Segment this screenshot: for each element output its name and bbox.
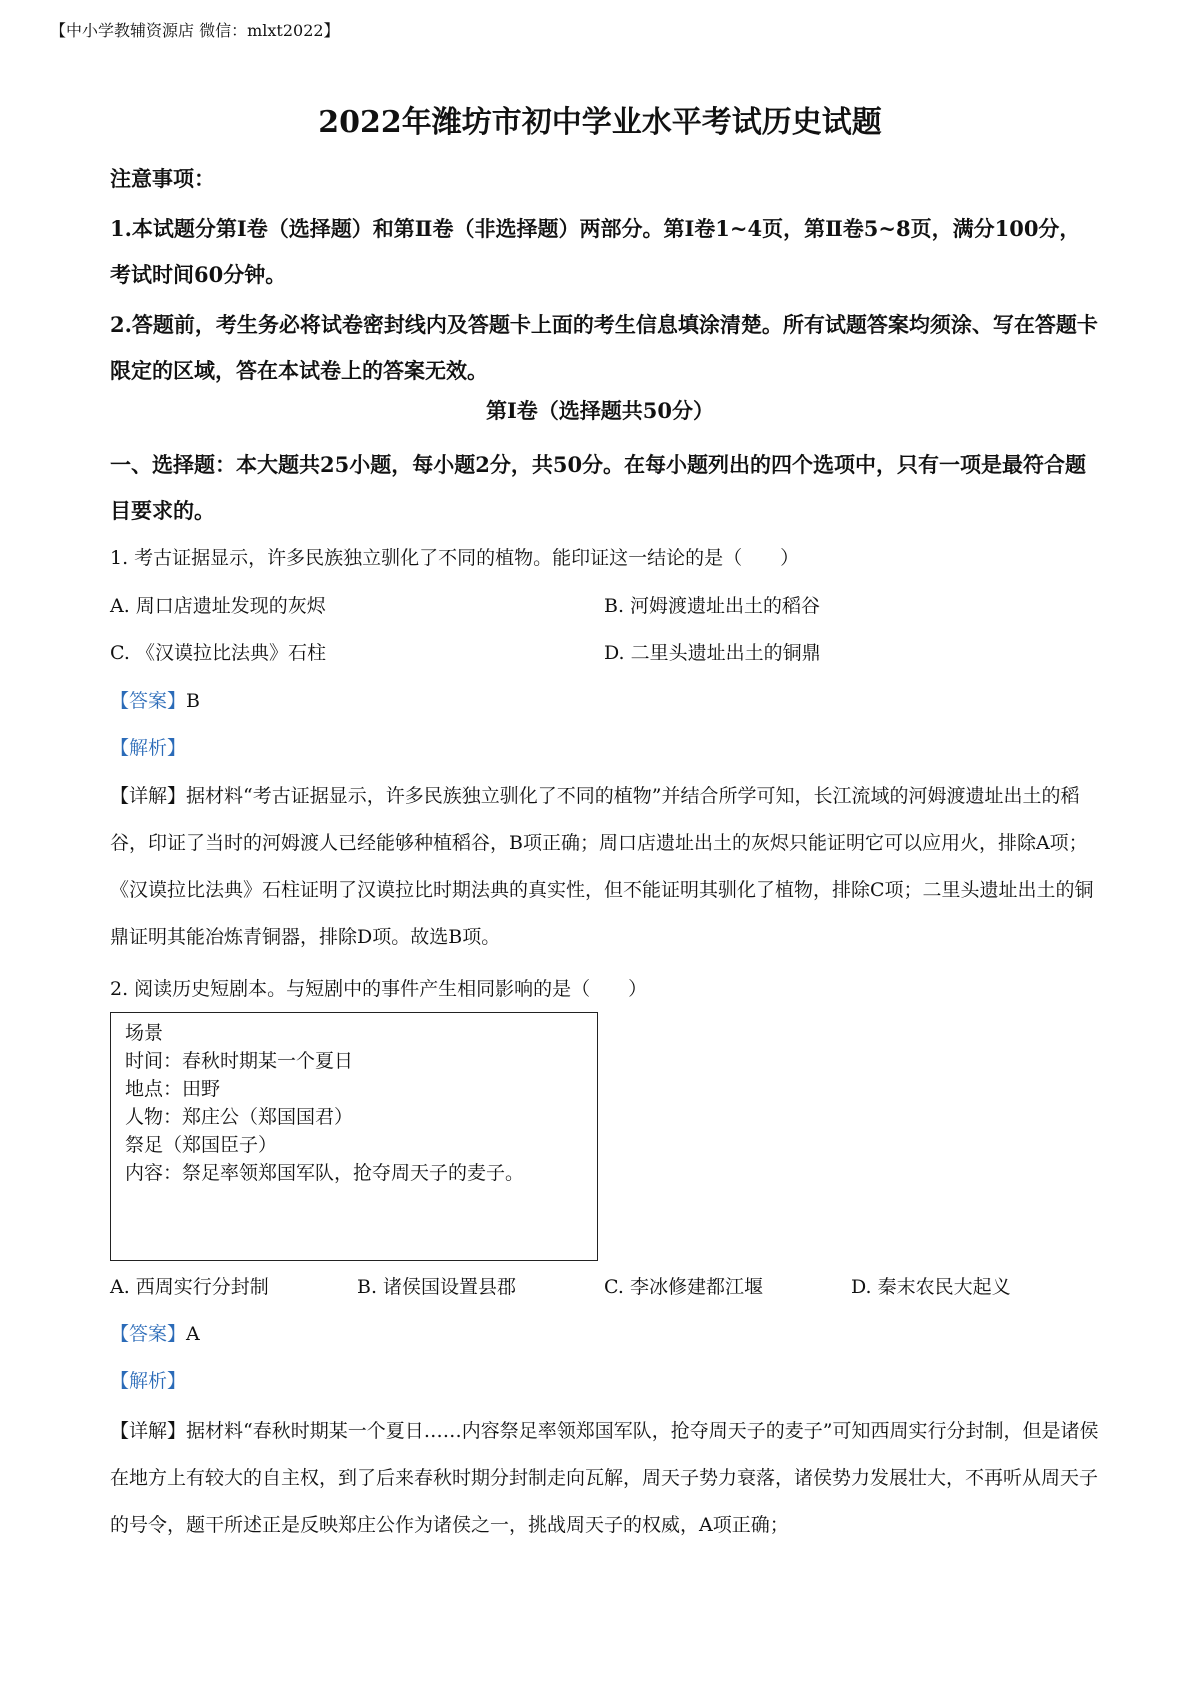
question-2-stem: 2. 阅读历史短剧本。与短剧中的事件产生相同影响的是（ ） [110,978,648,1000]
question-1-option-c: C. 《汉谟拉比法典》石柱 [110,642,326,664]
note-item-1: 1.本试题分第Ⅰ卷（选择题）和第Ⅱ卷（非选择题）两部分。第Ⅰ卷1~4页，第Ⅱ卷5~8页，满分100分，考试时间60分钟。 [110,216,1081,287]
question-1-detail [110,773,1100,961]
script-scene-box [110,1012,598,1261]
page-title: 2022年潍坊市初中学业水平考试历史试题 [318,105,882,140]
question-2-detail [110,1408,1100,1549]
notes-heading: 注意事项： [110,166,215,191]
scene-line-1: 场景 [125,1022,164,1044]
question-1-option-d: D. 二里头遗址出土的铜鼎 [604,642,821,664]
detail-text: 据材料“春秋时期某一个夏日……内容祭足率领郑国军队，抢夺周天子的麦子”可知西周实行分封制，但是诸侯在地方上有较大的自主权，到了后来春秋时期分封制走向瓦解，周天子势力衰落，诸侯势力发展壮大，不再听从周天子的号令，题干所述正是反映郑庄公作为诸侯之一，挑战周天子的权威，A项正确； [110,1420,1099,1536]
question-2-option-b: B. 诸侯国设置县郡 [357,1276,517,1298]
question-1-stem: 1. 考古证据显示，许多民族独立驯化了不同的植物。能印证这一结论的是（ ） [110,547,800,569]
question-2-answer [110,1319,200,1349]
question-1-analysis-heading [110,733,186,763]
answer-value: A [186,1323,200,1345]
detail-text: 据材料“考古证据显示，许多民族独立驯化了不同的植物”并结合所学可知，长江流域的河姆渡遗址出土的稻谷，印证了当时的河姆渡人已经能够种植稻谷，B项正确；周口店遗址出土的灰烬只能证明它可以应用火，排除A项；《汉谟拉比法典》石柱证明了汉谟拉比时期法典的真实性，但不能证明其驯化了植物，排除C项；二里头遗址出土的铜鼎证明其能冶炼青铜器，排除D项。故选B项。 [110,785,1094,948]
detail-tag: 【详解】 [110,1420,187,1442]
analysis-tag: 【解析】 [110,1370,187,1392]
note-item-2: 2.答题前，考生务必将试卷密封线内及答题卡上面的考生信息填涂清楚。所有试题答案均须涂、写在答题卡限定的区域，答在本试卷上的答案无效。 [110,312,1098,383]
answer-value: B [186,690,200,712]
question-1-option-b: B. 河姆渡遗址出土的稻谷 [604,595,821,617]
answer-tag: 【答案】 [110,690,187,712]
scene-line-6: 内容：祭足率领郑国军队，抢夺周天子的麦子。 [125,1162,525,1184]
question-2-analysis-heading [110,1366,186,1396]
question-1-answer [110,686,200,716]
detail-tag: 【详解】 [110,785,187,807]
scene-line-2: 时间：春秋时期某一个夏日 [125,1050,354,1072]
watermark: 【中小学教辅资源店 微信：mlxt2022】 [50,21,340,40]
scene-line-3: 地点：田野 [125,1078,221,1100]
scene-line-4: 人物：郑庄公（郑国国君） [125,1106,354,1128]
question-1-option-a: A. 周口店遗址发现的灰烬 [110,595,326,617]
section-title: 第Ⅰ卷（选择题共50分） [485,398,715,423]
question-2-option-c: C. 李冰修建都江堰 [604,1276,763,1298]
question-2-option-a: A. 西周实行分封制 [110,1276,269,1298]
section-instruction: 一、选择题：本大题共25小题，每小题2分，共50分。在每小题列出的四个选项中，只有一项是最符合题目要求的。 [110,452,1087,523]
answer-tag: 【答案】 [110,1323,187,1345]
scene-line-5: 祭足（郑国臣子） [125,1134,278,1156]
question-2-option-d: D. 秦末农民大起义 [851,1276,1011,1298]
analysis-tag: 【解析】 [110,737,187,759]
